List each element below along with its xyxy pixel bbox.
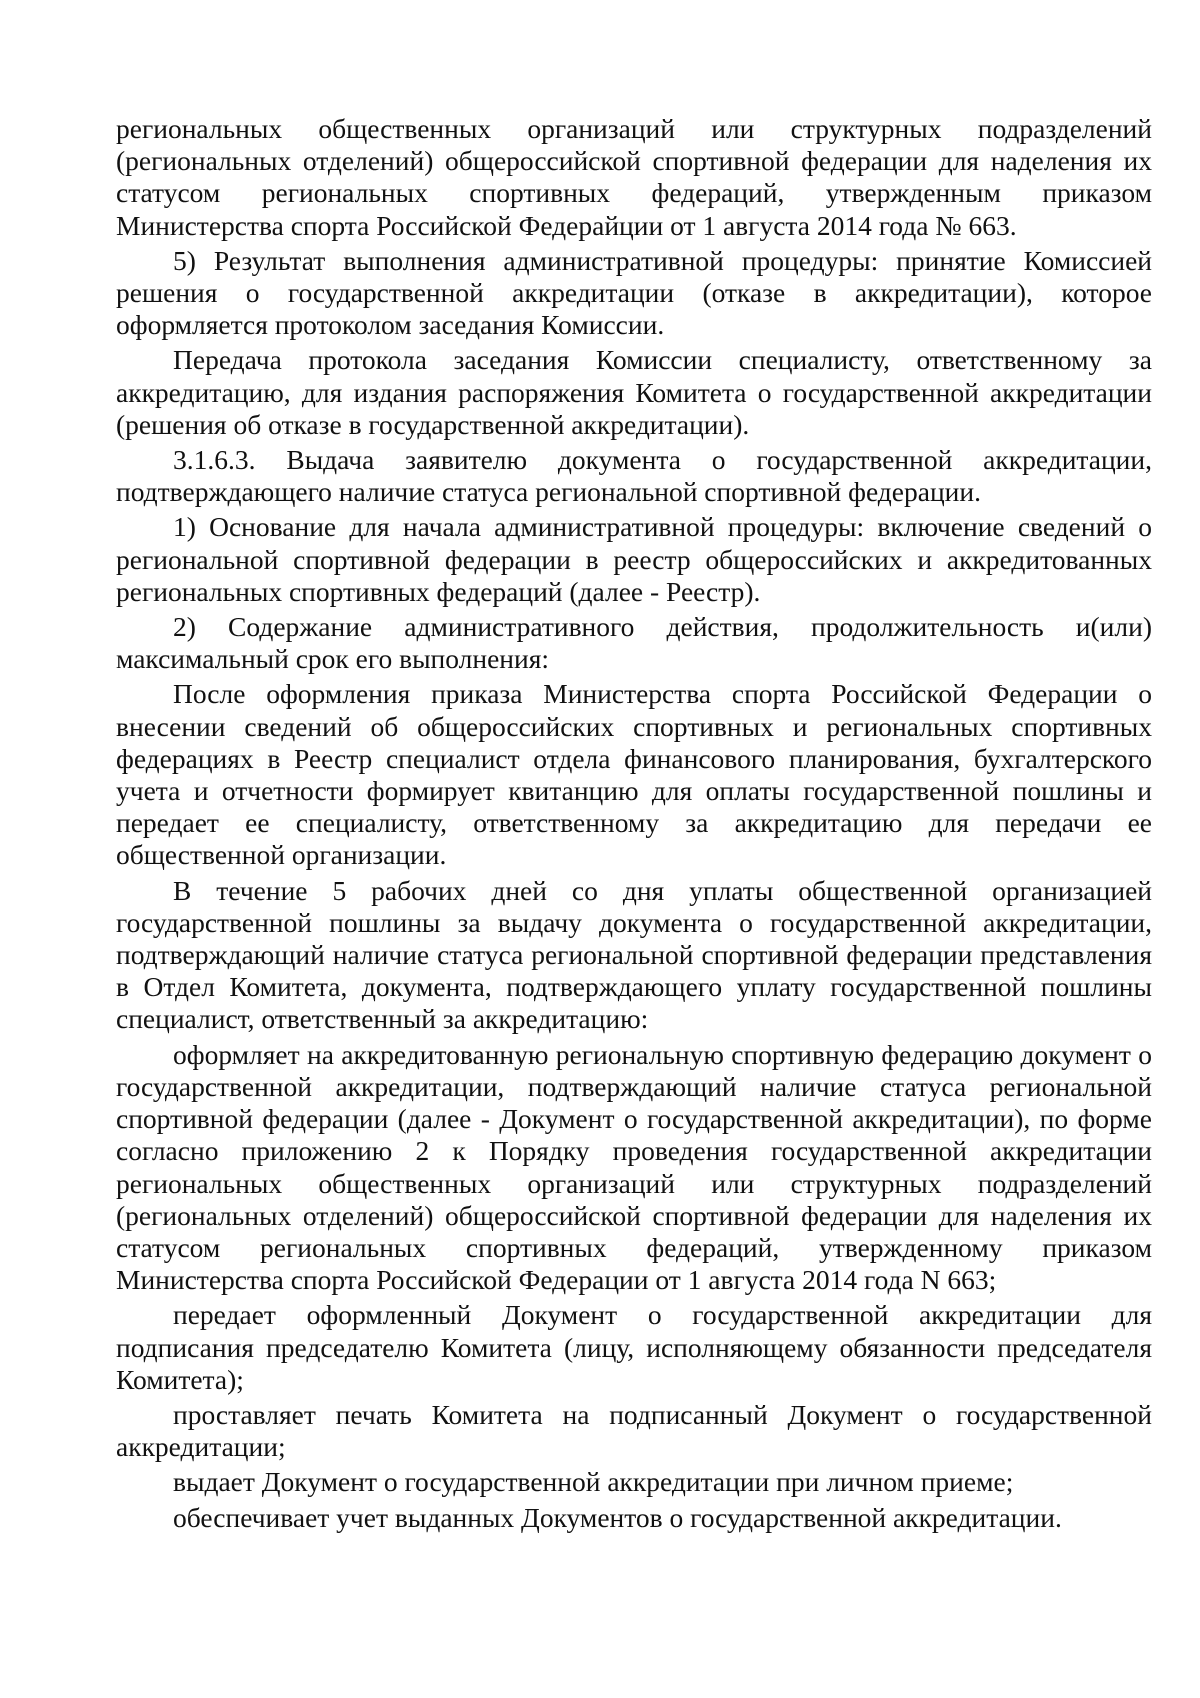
paragraph-hands-over: выдает Документ о государственной аккредитации при личном приеме; [173, 1466, 1014, 1498]
document-page [116, 113, 1152, 1537]
paragraph-after-order: После оформления приказа Министерства спорта Российской Федерации о внесении сведений об общероссийских спортивных и региональных спортивных федерациях в Реестр специалист отдела финансового планирования, бухгалтерского учета и отчетности формирует квитанцию для оплаты государственной пошлины и передает ее специалисту, ответственному за аккредитацию для передачи ее общественной организации. [116, 678, 1152, 871]
paragraph-content: 2) Содержание административного действия, продолжительность и(или) максимальный срок его выполнения: [116, 611, 1152, 675]
paragraph-continuation: региональных общественных организаций или структурных подразделений (региональных отделений) общероссийской спортивной федерации для наделения их статусом региональных спортивных федераций, утвержденным приказом Министерства спорта Российской Федерайции от 1 августа 2014 года № 663. [116, 113, 1152, 241]
paragraph-transfers-for-signing: передает оформленный Документ о государственной аккредитации для подписания председателю Комитета (лицу, исполняющему обязанности председателя Комитета); [116, 1299, 1152, 1395]
paragraph-basis: 1) Основание для начала административной процедуры: включение сведений о региональной спортивной федерации в реестр общероссийских и аккредитованных региональных спортивных федераций (далее - Реестр). [116, 511, 1152, 607]
paragraph-stamps: проставляет печать Комитета на подписанный Документ о государственной аккредитации; [116, 1398, 1152, 1463]
paragraph-section-3-1-6-3: 3.1.6.3. Выдача заявителю документа о государственной аккредитации, подтверждающего наличие статуса региональной спортивной федерации. [116, 444, 1152, 508]
paragraph-within-5-days: В течение 5 рабочих дней со дня уплаты общественной организацией государственной пошлины за выдачу документа о государственной аккредитации, подтверждающий наличие статуса региональной спортивной федерации представления в Отдел Комитета, документа, подтверждающего уплату государственной пошлины специалист, ответственный за аккредитацию: [116, 874, 1152, 1035]
paragraph-procedure-result: 5) Результат выполнения административной процедуры: принятие Комиссией решения о государственной аккредитации (отказе в аккредитации), которое оформляется протоколом заседания Комиссии. [116, 244, 1152, 341]
paragraph-records: обеспечивает учет выданных Документов о государственной аккредитации. [173, 1501, 1062, 1533]
paragraph-issues-document: оформляет на аккредитованную региональную спортивную федерацию документ о государственной аккредитации, подтверждающий наличие статуса региональной спортивной федерации (далее - Документ о государственной аккредитации), по форме согласно приложению 2 к Порядку проведения государственной аккредитации региональных общественных организаций или структурных подразделений (региональных отделений) общероссийской спортивной федерации для наделения их статусом региональных спортивных федераций, утвержденному приказом Министерства спорта Российской Федерации от 1 августа 2014 года N 663; [116, 1038, 1152, 1296]
paragraph-protocol-transfer: Передача протокола заседания Комиссии специалисту, ответственному за аккредитацию, для издания распоряжения Комитета о государственной аккредитации (решения об отказе в государственной аккредитации). [116, 344, 1152, 440]
